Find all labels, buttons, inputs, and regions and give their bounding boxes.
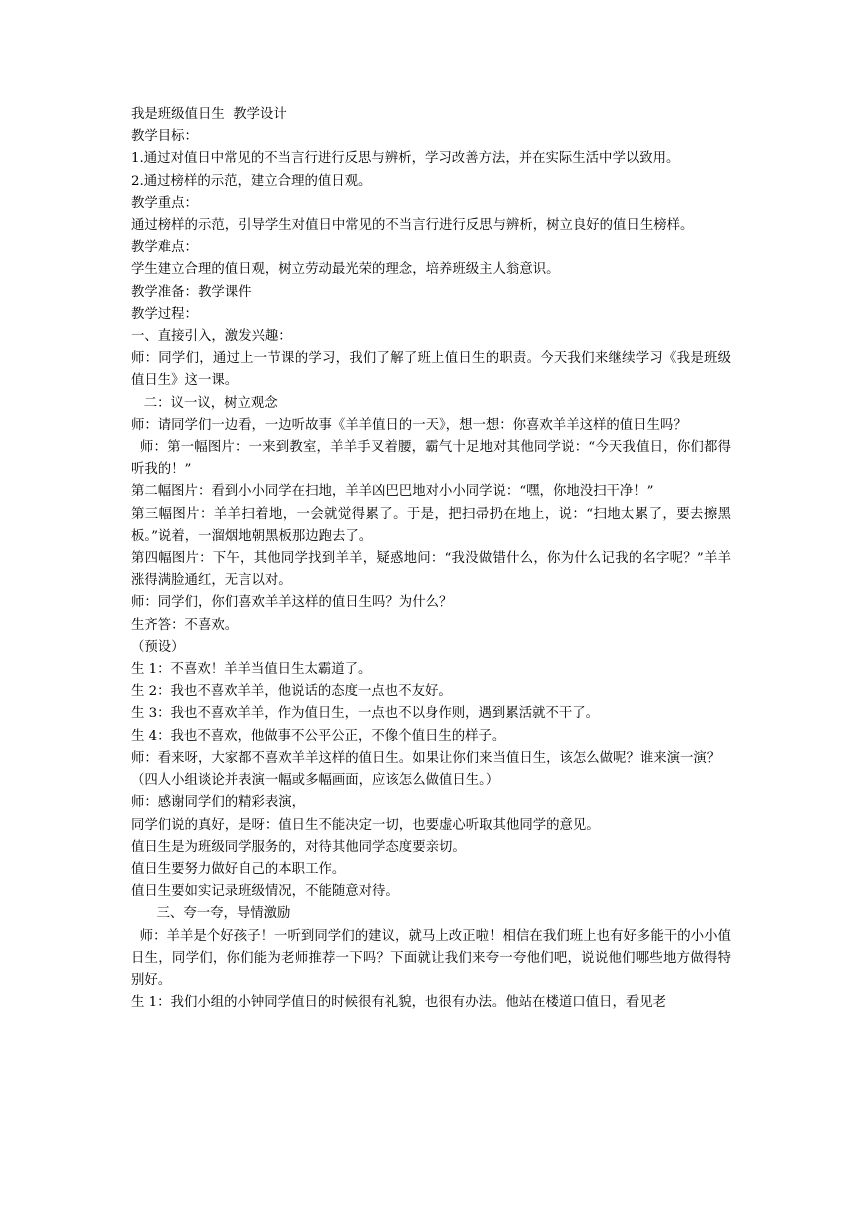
paragraph: 值日生要努力做好自己的本职工作。 — [131, 861, 346, 877]
paragraph: （预设） — [131, 639, 185, 655]
paragraph: 值日生要如实记录班级情况，不能随意对待。 — [131, 884, 399, 900]
section-heading-preparation: 教学准备：教学课件 — [131, 284, 252, 300]
paragraph: 生 3：我也不喜欢羊羊，作为值日生，一点也不以身作则，遇到累活就不干了。 — [131, 706, 600, 722]
paragraph: 学生建立合理的值日观，树立劳动最光荣的理念，培养班级主人翁意识。 — [131, 262, 560, 278]
paragraph: 通过榜样的示范，引导学生对值日中常见的不当言行进行反思与辨析，树立良好的值日生榜样。 — [131, 218, 694, 234]
paragraph: 第二幅图片：看到小小同学在扫地，羊羊凶巴巴地对小小同学说：“嘿，你地没扫干净！” — [131, 484, 654, 500]
paragraph: 1.通过对值日中常见的不当言行进行反思与辨析，学习改善方法，并在实际生活中学以致用。 — [131, 151, 680, 167]
paragraph: 师：感谢同学们的精彩表演， — [131, 795, 306, 811]
paragraph: 生 4：我也不喜欢，他做事不公平公正，不像个值日生的样子。 — [131, 728, 506, 744]
section-heading-part-three: 三、夸一夸，导情激励 — [131, 906, 291, 922]
paragraph: 师：同学们，你们喜欢羊羊这样的值日生吗？为什么？ — [131, 595, 453, 611]
paragraph: 生 1：不喜欢！羊羊当值日生太霸道了。 — [131, 662, 372, 678]
paragraph: 值日生是为班级同学服务的，对待其他同学态度要亲切。 — [131, 839, 466, 855]
section-heading-process: 教学过程： — [131, 306, 198, 322]
paragraph: 师：羊羊是个好孩子！一听到同学们的建议，就马上改正啦！相信在我们班上也有好多能干的小小值日生，同学们，你们能为老师推荐一下吗？下面就让我们来夸一夸他们吧，说说他们哪些地方做得特别好。 — [131, 928, 732, 988]
section-heading-part-two: 二：议一议，树立观念 — [131, 395, 278, 411]
paragraph: 生齐答：不喜欢。 — [131, 617, 239, 633]
paragraph: 师：看来呀，大家都不喜欢羊羊这样的值日生。如果让你们来当值日生，该怎么做呢？谁来演一演？ — [131, 750, 721, 766]
section-heading-difficulties: 教学难点： — [131, 240, 198, 256]
section-heading-part-one: 一、直接引入，激发兴趣： — [131, 329, 292, 345]
paragraph: 生 1：我们小组的小钟同学值日的时候很有礼貌，也很有办法。他站在楼道口值日，看见老 — [131, 995, 667, 1011]
paragraph: 第三幅图片：羊羊扫着地，一会就觉得累了。于是，把扫帚扔在地上，说：“扫地太累了，要去擦黑板。”说着，一溜烟地朝黑板那边跑去了。 — [131, 506, 731, 544]
paragraph: 师：第一幅图片：一来到教室，羊羊手叉着腰，霸气十足地对其他同学说：“今天我值日，你们都得听我的！” — [131, 440, 731, 478]
paragraph: 师：请同学们一边看，一边听故事《羊羊值日的一天》，想一想：你喜欢羊羊这样的值日生吗？ — [131, 417, 687, 433]
document-body — [131, 104, 731, 1014]
paragraph: （四人小组谈论并表演一幅或多幅画面，应该怎么做值日生。） — [131, 773, 500, 789]
paragraph: 同学们说的真好，是呀：值日生不能决定一切，也要虚心听取其他同学的意见。 — [131, 817, 600, 833]
section-heading-objectives: 教学目标： — [131, 129, 198, 145]
paragraph: 2.通过榜样的示范，建立合理的值日观。 — [131, 173, 372, 189]
paragraph: 生 2：我也不喜欢羊羊，他说话的态度一点也不友好。 — [131, 684, 452, 700]
paragraph: 师：同学们，通过上一节课的学习，我们了解了班上值日生的职责。今天我们来继续学习《我是班级值日生》这一课。 — [131, 351, 731, 389]
section-heading-key-points: 教学重点： — [131, 195, 198, 211]
paragraph: 第四幅图片：下午，其他同学找到羊羊，疑惑地问：“我没做错什么，你为什么记我的名字呢？”羊羊涨得满脸通红，无言以对。 — [131, 551, 731, 589]
document-title: 我是班级值日生 教学设计 — [131, 107, 287, 122]
